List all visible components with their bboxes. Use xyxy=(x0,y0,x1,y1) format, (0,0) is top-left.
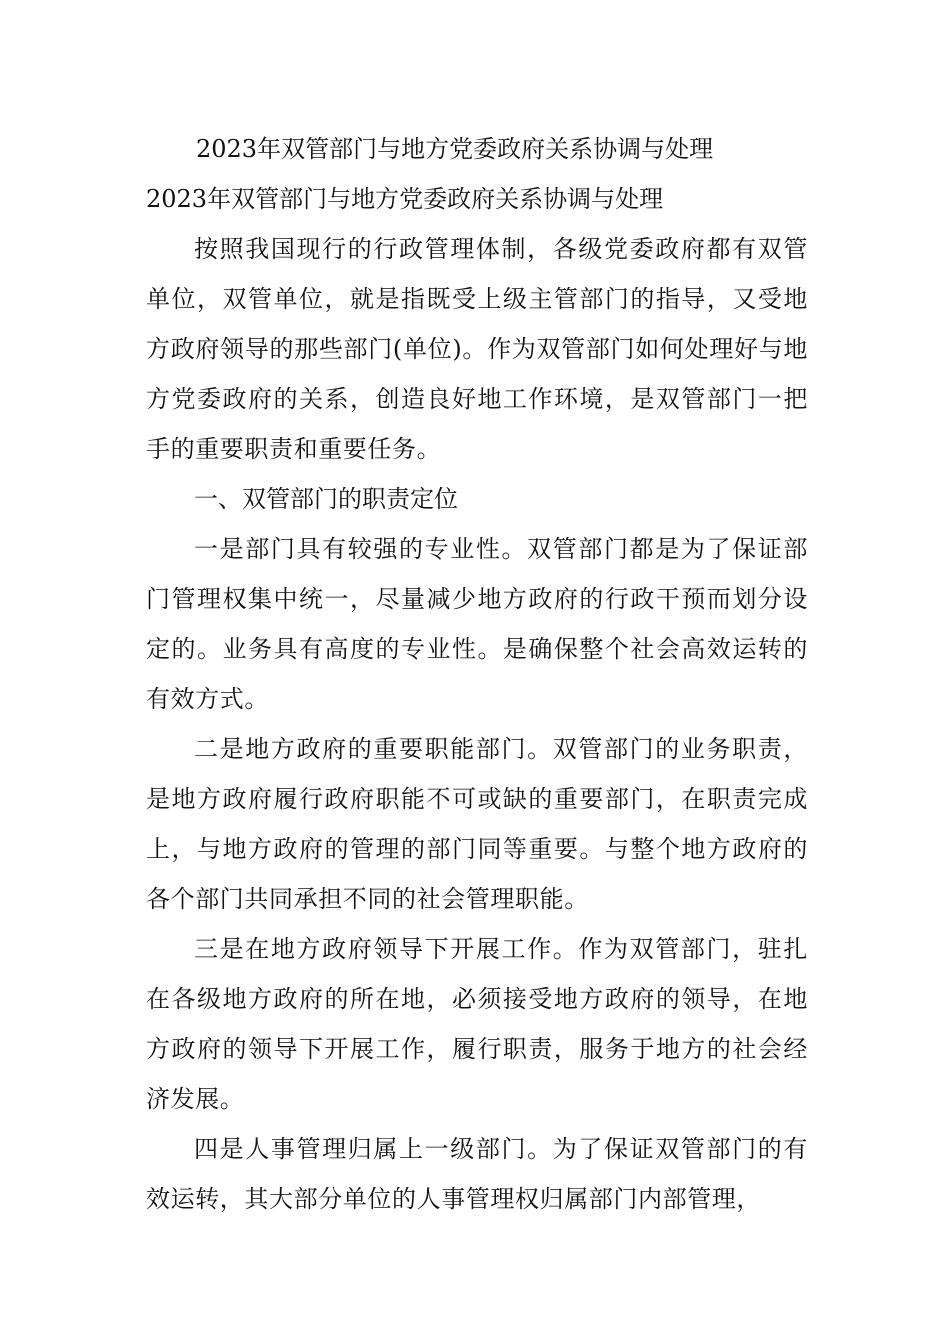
paragraph-4: 四是人事管理归属上一级部门。为了保证双管部门的有效运转，其大部分单位的人事管理权归属部门内部管理， xyxy=(146,1135,808,1213)
document-subtitle: 2023年双管部门与地方党委政府关系协调与处理 xyxy=(146,185,664,213)
paragraph-3: 三是在地方政府领导下开展工作。作为双管部门，驻扎在各级地方政府的所在地，必须接受地方政府的领导，在地方政府的领导下开展工作，履行职责，服务于地方的社会经济发展。 xyxy=(146,935,808,1113)
intro-paragraph: 按照我国现行的行政管理体制，各级党委政府都有双管单位，双管单位，就是指既受上级主管部门的指导，又受地方政府领导的那些部门(单位)。作为双管部门如何处理好与地方党委政府的关系，创造良好地工作环境，是双管部门一把手的重要职责和重要任务。 xyxy=(146,235,808,463)
paragraph-2: 二是地方政府的重要职能部门。双管部门的业务职责，是地方政府履行政府职能不可或缺的重要部门，在职责完成上，与地方政府的管理的部门同等重要。与整个地方政府的各个部门共同承担不同的社会管理职能。 xyxy=(146,735,808,913)
paragraph-1: 一是部门具有较强的专业性。双管部门都是为了保证部门管理权集中统一，尽量减少地方政府的行政干预而划分设定的。业务具有高度的专业性。是确保整个社会高效运转的有效方式。 xyxy=(146,535,808,713)
document-body xyxy=(146,124,808,1224)
document-title: 2023年双管部门与地方党委政府关系协调与处理 xyxy=(196,135,714,163)
section-heading: 一、双管部门的职责定位 xyxy=(194,485,458,513)
